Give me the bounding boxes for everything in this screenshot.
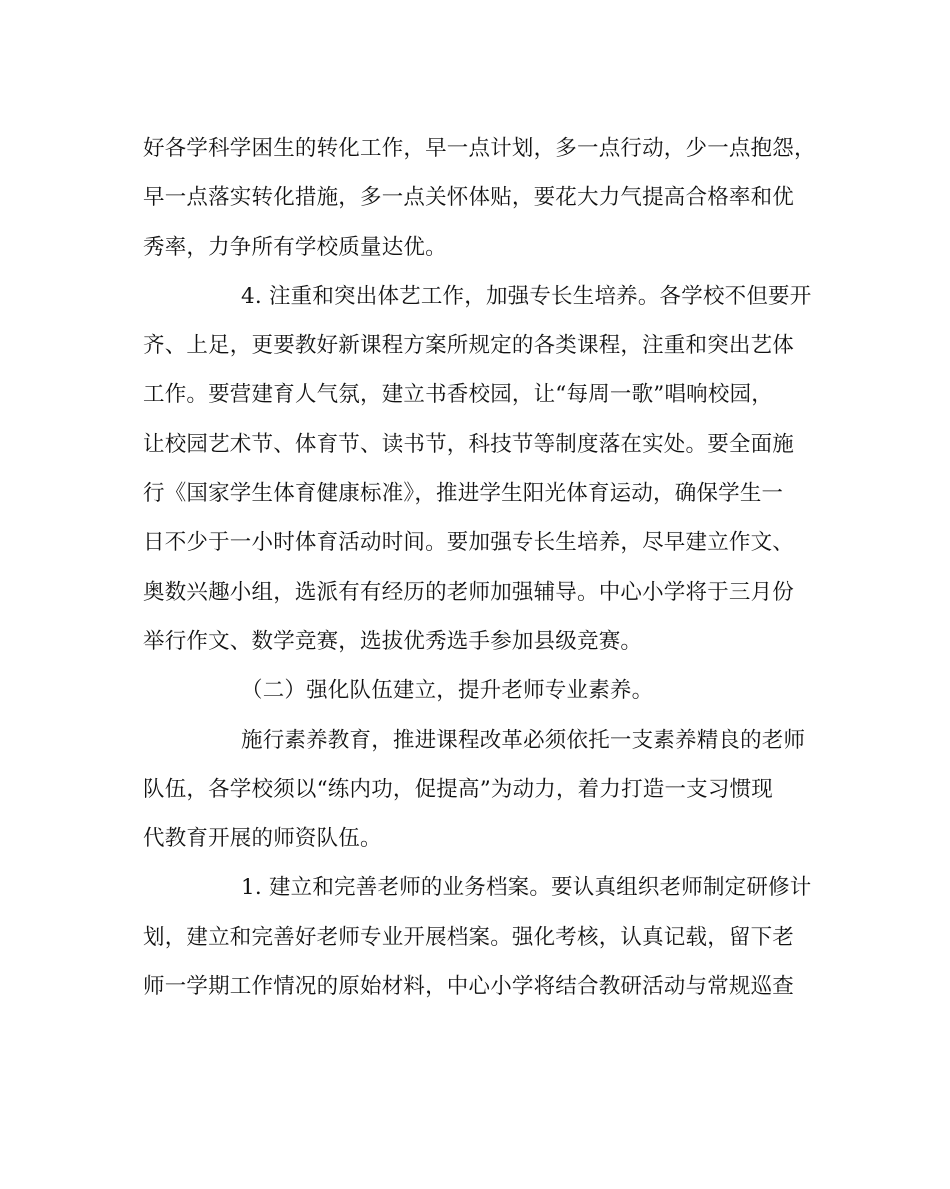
text-line-5: 齐、上足，更要教好新课程方案所规定的各类课程，注重和突出艺体 bbox=[143, 333, 795, 359]
text-line-1: 好各学科学困生的转化工作，早一点计划，多一点行动，少一点抱怨， bbox=[143, 136, 816, 161]
text-line-6: 工作。要营建育人气氛，建立书香校园，让“每周一歌”唱响校园， bbox=[143, 382, 773, 408]
text-line-9: 日不少于一小时体育活动时间。要加强专长生培养，尽早建立作文、 bbox=[143, 530, 795, 556]
text-line-2: 早一点落实转化措施，多一点关怀体贴，要花大力气提高合格率和优 bbox=[143, 185, 795, 211]
text-line-13: 施行素养教育，推进课程改革必须依托一支素养精良的老师 bbox=[241, 727, 806, 753]
text-line-11: 举行作文、数学竞赛，选拔优秀选手参加县级竞赛。 bbox=[143, 628, 643, 654]
text-line-17: 划，建立和完善好老师专业开展档案。强化考核，认真记载，留下老 bbox=[143, 924, 795, 950]
text-line-18: 师一学期工作情况的原始材料，中心小学将结合教研活动与常规巡查 bbox=[143, 974, 795, 1000]
section-heading: （二）强化队伍建立，提升老师专业素养。 bbox=[241, 678, 654, 704]
text-line-14: 队伍，各学校须以“练内功，促提高”为动力，着力打造一支习惯现 bbox=[143, 776, 773, 802]
text-line-3: 秀率，力争所有学校质量达优。 bbox=[143, 234, 447, 260]
text-line-10: 奥数兴趣小组，选派有有经历的老师加强辅导。中心小学将于三月份 bbox=[143, 579, 795, 605]
text-line-16: 1. 建立和完善老师的业务档案。要认真组织老师制定研修计 bbox=[241, 875, 812, 901]
text-line-4: 4. 注重和突出体艺工作，加强专长生培养。各学校不但要开 bbox=[241, 283, 812, 309]
text-line-7: 让校园艺术节、体育节、读书节，科技节等制度落在实处。要全面施 bbox=[143, 431, 795, 457]
text-line-8: 行《国家学生体育健康标准》，推进学生阳光体育运动，确保学生一 bbox=[143, 481, 784, 507]
document-body bbox=[143, 124, 816, 1011]
text-line-15: 代教育开展的师资队伍。 bbox=[143, 826, 382, 852]
